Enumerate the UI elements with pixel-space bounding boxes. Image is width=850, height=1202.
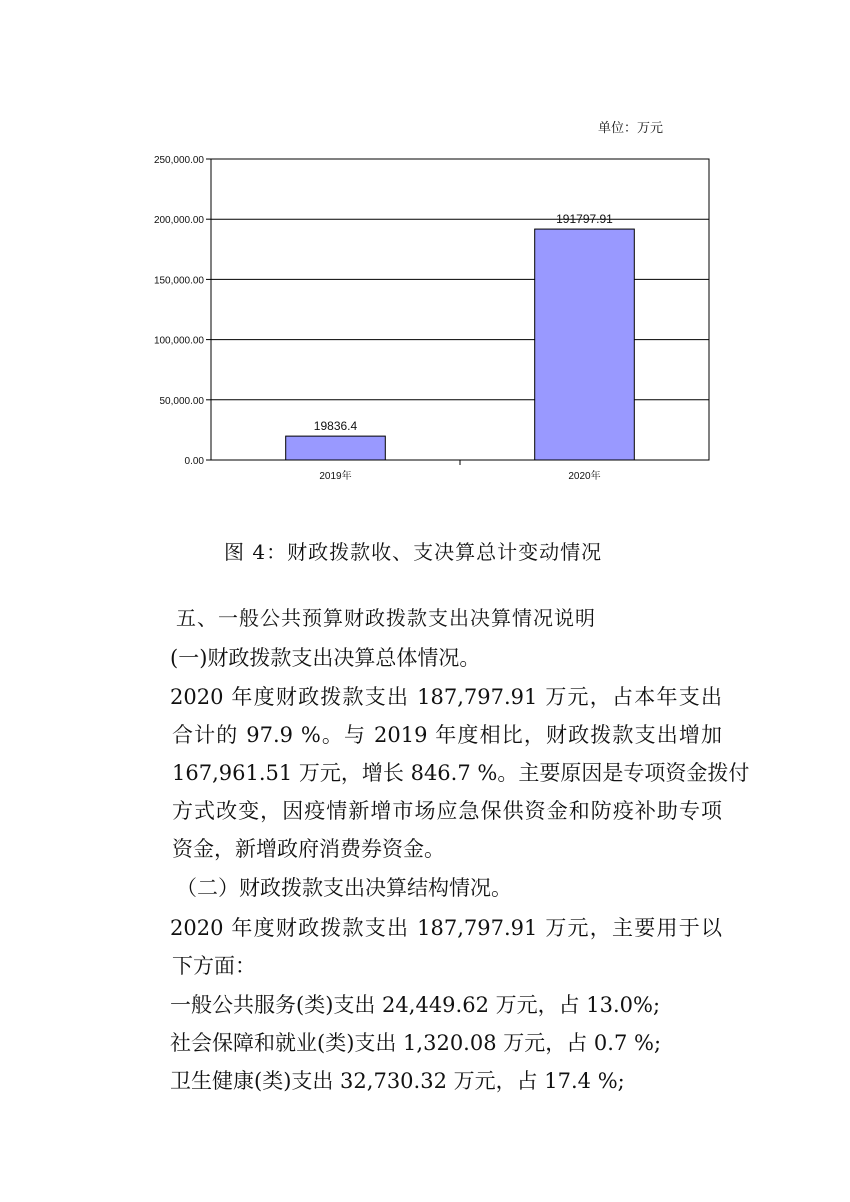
list-item: 社会保障和就业(类)支出 1,320.08 万元，占 0.7 %; (170, 1031, 662, 1055)
unit-label: 单位：万元 (598, 121, 664, 136)
x-axis-ticks (319, 460, 600, 482)
para2-line-2: 下方面： (172, 954, 256, 978)
subheading-overall: (一)财政拨款支出决算总体情况。 (170, 646, 481, 670)
bar (286, 436, 386, 460)
bar (535, 229, 635, 460)
bar-value-label: 19836.4 (313, 419, 358, 434)
y-tick-label: 250,000.00 (153, 155, 204, 166)
y-tick-label: 50,000.00 (159, 395, 204, 407)
y-tick-label: 100,000.00 (153, 335, 204, 347)
bar-value-label: 191797.91 (556, 212, 613, 227)
para1-line-4: 方式改变，因疫情新增市场应急保供资金和防疫补助专项 (172, 799, 722, 823)
y-tick-label: 200,000.00 (153, 215, 204, 227)
section-heading: 五、一般公共预算财政拨款支出决算情况说明 (176, 606, 596, 630)
para2-line-1: 2020 年度财政拨款支出 187,797.91 万元，主要用于以 (170, 916, 722, 940)
subheading-structure: （二）财政拨款支出决算结构情况。 (176, 876, 512, 900)
list-item: 卫生健康(类)支出 32,730.32 万元，占 17.4 %; (170, 1069, 625, 1093)
list-item: 一般公共服务(类)支出 24,449.62 万元，占 13.0%; (170, 993, 661, 1017)
para1-line-5: 资金，新增政府消费券资金。 (172, 837, 445, 861)
figure-caption: 图 4：财政拨款收、支决算总计变动情况 (224, 540, 603, 564)
para1-line-1: 2020 年度财政拨款支出 187,797.91 万元，占本年支出 (170, 685, 722, 709)
y-tick-label: 0.00 (184, 456, 204, 467)
x-tick-label: 2020年 (568, 471, 601, 482)
y-axis-ticks (154, 155, 211, 467)
y-tick-label: 150,000.00 (153, 275, 204, 287)
x-tick-label: 2019年 (319, 471, 352, 482)
para1-line-2: 合计的 97.9 %。与 2019 年度相比，财政拨款支出增加 (172, 723, 722, 747)
bar-chart (0, 0, 850, 500)
para1-line-3: 167,961.51 万元，增长 846.7 %。主要原因是专项资金拨付 (172, 761, 750, 785)
